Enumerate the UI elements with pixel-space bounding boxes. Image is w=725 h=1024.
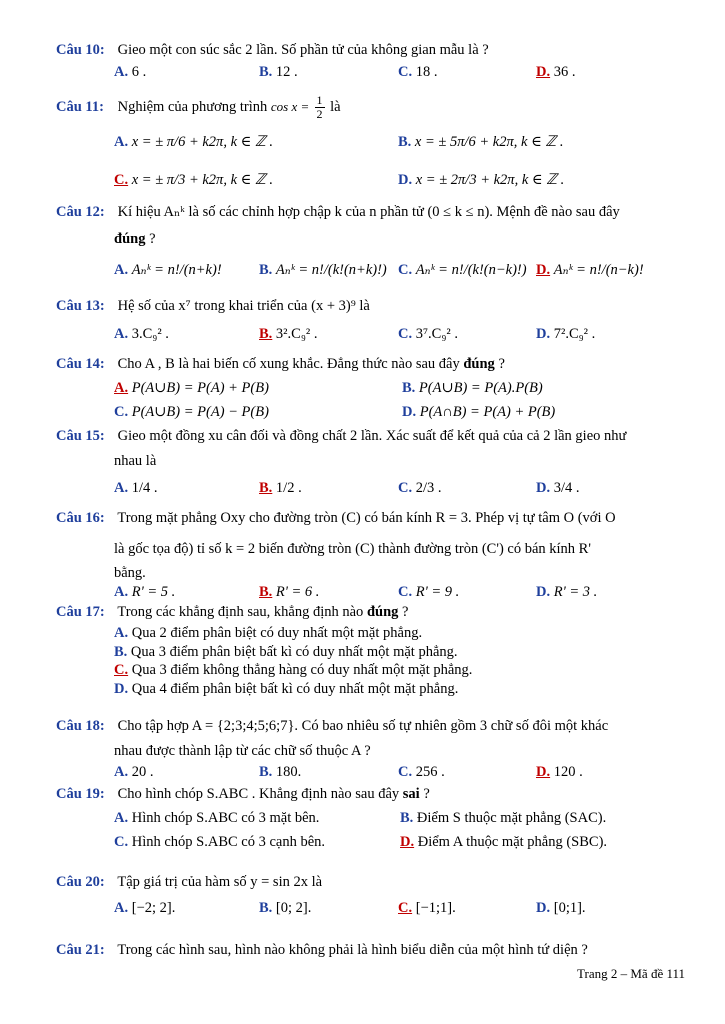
option-d[interactable]: D. Điểm A thuộc mặt phẳng (SBC). bbox=[400, 834, 608, 850]
answer-row bbox=[114, 900, 689, 924]
option-d[interactable]: D. P(A∩B) = P(A) + P(B) bbox=[402, 404, 556, 420]
question-label: Câu 19: bbox=[56, 786, 105, 802]
option-b[interactable]: B. [0; 2]. bbox=[259, 900, 312, 916]
option-b[interactable]: B. Aₙᵏ = n!/(k!(n+k)!) bbox=[259, 262, 387, 278]
option-a[interactable]: A. P(A∪B) = P(A) + P(B) bbox=[114, 380, 269, 396]
option-c[interactable]: C. Hình chóp S.ABC có 3 cạnh bên. bbox=[114, 834, 326, 850]
option-d[interactable]: D. 120 . bbox=[536, 764, 583, 780]
option-c[interactable]: C. x = ± π/3 + k2π, k ∈ ℤ . bbox=[114, 172, 274, 188]
option-c[interactable]: C. P(A∪B) = P(A) − P(B) bbox=[114, 404, 269, 420]
option-b[interactable]: B. R' = 6 . bbox=[259, 584, 320, 600]
answer-row bbox=[114, 172, 689, 196]
answer-row bbox=[114, 764, 689, 788]
option-c[interactable]: C. 2/3 . bbox=[398, 480, 442, 496]
answer-row bbox=[114, 262, 689, 286]
question-20: Câu 20: Tập giá trị của hàm số y = sin 2x là bbox=[56, 874, 323, 890]
question-18: Câu 18: Cho tập hợp A = {2;3;4;5;6;7}. Có bao nhiêu số tự nhiên gồm 3 chữ số đôi một khác bbox=[56, 718, 609, 734]
option-a[interactable]: A. x = ± π/6 + k2π, k ∈ ℤ . bbox=[114, 134, 274, 150]
option-d[interactable]: D. R' = 3 . bbox=[536, 584, 598, 600]
option-d[interactable]: D. x = ± 2π/3 + k2π, k ∈ ℤ . bbox=[398, 172, 565, 188]
question-label: Câu 18: bbox=[56, 718, 105, 734]
option-d[interactable]: D. 36 . bbox=[536, 64, 576, 80]
question-stem-cont: bằng. bbox=[114, 565, 146, 581]
question-label: Câu 14: bbox=[56, 356, 105, 372]
option-a[interactable]: A. [−2; 2]. bbox=[114, 900, 176, 916]
option-b[interactable]: B. 180. bbox=[259, 764, 302, 780]
option-d[interactable]: D. [0;1]. bbox=[536, 900, 586, 916]
answer-row bbox=[114, 134, 689, 158]
question-label: Câu 17: bbox=[56, 604, 105, 620]
question-label: Câu 12: bbox=[56, 204, 105, 220]
option-b[interactable]: B. P(A∪B) = P(A).P(B) bbox=[402, 380, 543, 396]
page-footer: Trang 2 – Mã đề 111 bbox=[577, 966, 685, 981]
question-label: Câu 20: bbox=[56, 874, 105, 890]
option-b[interactable]: B. Qua 3 điểm phân biệt bất kì có duy nhất một mặt phẳng. bbox=[114, 643, 458, 660]
question-19: Câu 19: Cho hình chóp S.ABC . Khẳng định nào sau đây sai ? bbox=[56, 786, 430, 802]
option-a[interactable]: A. 3.C₉² . bbox=[114, 326, 169, 342]
option-c[interactable]: C. R' = 9 . bbox=[398, 584, 460, 600]
option-a[interactable]: A. 20 . bbox=[114, 764, 154, 780]
option-a[interactable]: A. R' = 5 . bbox=[114, 584, 176, 600]
question-21: Câu 21: Trong các hình sau, hình nào không phải là hình biểu diễn của một hình tứ diện ? bbox=[56, 942, 588, 958]
question-17: Câu 17: Trong các khẳng định sau, khẳng định nào đúng ? bbox=[56, 604, 409, 620]
option-b[interactable]: B. 1/2 . bbox=[259, 480, 302, 496]
question-stem-cont: nhau là bbox=[114, 453, 157, 469]
question-12: Câu 12: Kí hiệu Aₙᵏ là số các chỉnh hợp chập k của n phần tử (0 ≤ k ≤ n). Mệnh đề nào sau đây bbox=[56, 204, 620, 220]
question-14: Câu 14: Cho A , B là hai biến cố xung khắc. Đẳng thức nào sau đây đúng ? bbox=[56, 356, 505, 372]
answer-row bbox=[114, 64, 689, 88]
question-label: Câu 13: bbox=[56, 298, 105, 314]
option-a[interactable]: A. 1/4 . bbox=[114, 480, 158, 496]
question-label: Câu 21: bbox=[56, 942, 105, 958]
option-a[interactable]: A. Qua 2 điểm phân biệt có duy nhất một mặt phẳng. bbox=[114, 625, 423, 641]
option-a[interactable]: A. Aₙᵏ = n!/(n+k)! bbox=[114, 262, 222, 278]
option-b[interactable]: B. 12 . bbox=[259, 64, 298, 80]
question-15: Câu 15: Gieo một đồng xu cân đối và đồng chất 2 lần. Xác suất để kết quả của cả 2 lần gieo như bbox=[56, 428, 627, 444]
question-11: Câu 11: Nghiệm của phương trình cos x = $\frac{1}{2}$ là bbox=[56, 93, 341, 121]
option-d[interactable]: D. 3/4 . bbox=[536, 480, 580, 496]
answer-row bbox=[114, 404, 689, 428]
answer-row bbox=[114, 834, 689, 858]
option-c[interactable]: C. 18 . bbox=[398, 64, 438, 80]
option-a[interactable]: A. Hình chóp S.ABC có 3 mặt bên. bbox=[114, 810, 320, 826]
option-a[interactable]: A. 6 . bbox=[114, 64, 147, 80]
option-c[interactable]: C. Qua 3 điểm không thẳng hàng có duy nhất một mặt phẳng. bbox=[114, 662, 473, 678]
option-b[interactable]: B. x = ± 5π/6 + k2π, k ∈ ℤ . bbox=[398, 134, 564, 150]
option-c[interactable]: C. 3⁷.C₉² . bbox=[398, 326, 458, 342]
option-b[interactable]: B. 3².C₉² . bbox=[259, 326, 318, 342]
question-13: Câu 13: Hệ số của x⁷ trong khai triển của (x + 3)⁹ là bbox=[56, 298, 370, 314]
option-d[interactable]: D. 7².C₉² . bbox=[536, 326, 596, 342]
question-label: Câu 10: bbox=[56, 42, 105, 58]
answer-row bbox=[114, 326, 689, 350]
answer-row bbox=[114, 380, 689, 404]
option-c[interactable]: C. 256 . bbox=[398, 764, 445, 780]
question-label: Câu 16: bbox=[56, 510, 105, 526]
answer-row bbox=[114, 810, 689, 834]
question-label: Câu 15: bbox=[56, 428, 105, 444]
option-b[interactable]: B. Điểm S thuộc mặt phẳng (SAC). bbox=[400, 810, 607, 826]
question-stem: Gieo một con súc sắc 2 lần. Số phần tử của không gian mẫu là ? bbox=[117, 42, 489, 58]
option-d[interactable]: D. Qua 4 điểm phân biệt bất kì có duy nhất một mặt phẳng. bbox=[114, 680, 459, 697]
question-stem-cont: nhau được thành lập từ các chữ số thuộc A ? bbox=[114, 743, 371, 759]
option-d[interactable]: D. Aₙᵏ = n!/(n−k)! bbox=[536, 262, 644, 278]
option-c[interactable]: C. Aₙᵏ = n!/(k!(n−k)!) bbox=[398, 262, 527, 278]
question-stem-cont: đúng ? bbox=[114, 231, 156, 247]
question-16: Câu 16: Trong mặt phẳng Oxy cho đường tròn (C) có bán kính R = 3. Phép vị tự tâm O (với O bbox=[56, 510, 616, 526]
question-10 bbox=[56, 42, 695, 59]
option-c[interactable]: C. [−1;1]. bbox=[398, 900, 456, 916]
question-stem-cont: là gốc tọa độ) tỉ số k = 2 biến đường tròn (C) thành đường tròn (C') có bán kính R' bbox=[114, 541, 591, 557]
answer-row bbox=[114, 480, 689, 504]
question-label: Câu 11: bbox=[56, 98, 104, 115]
answer-list bbox=[114, 624, 689, 698]
